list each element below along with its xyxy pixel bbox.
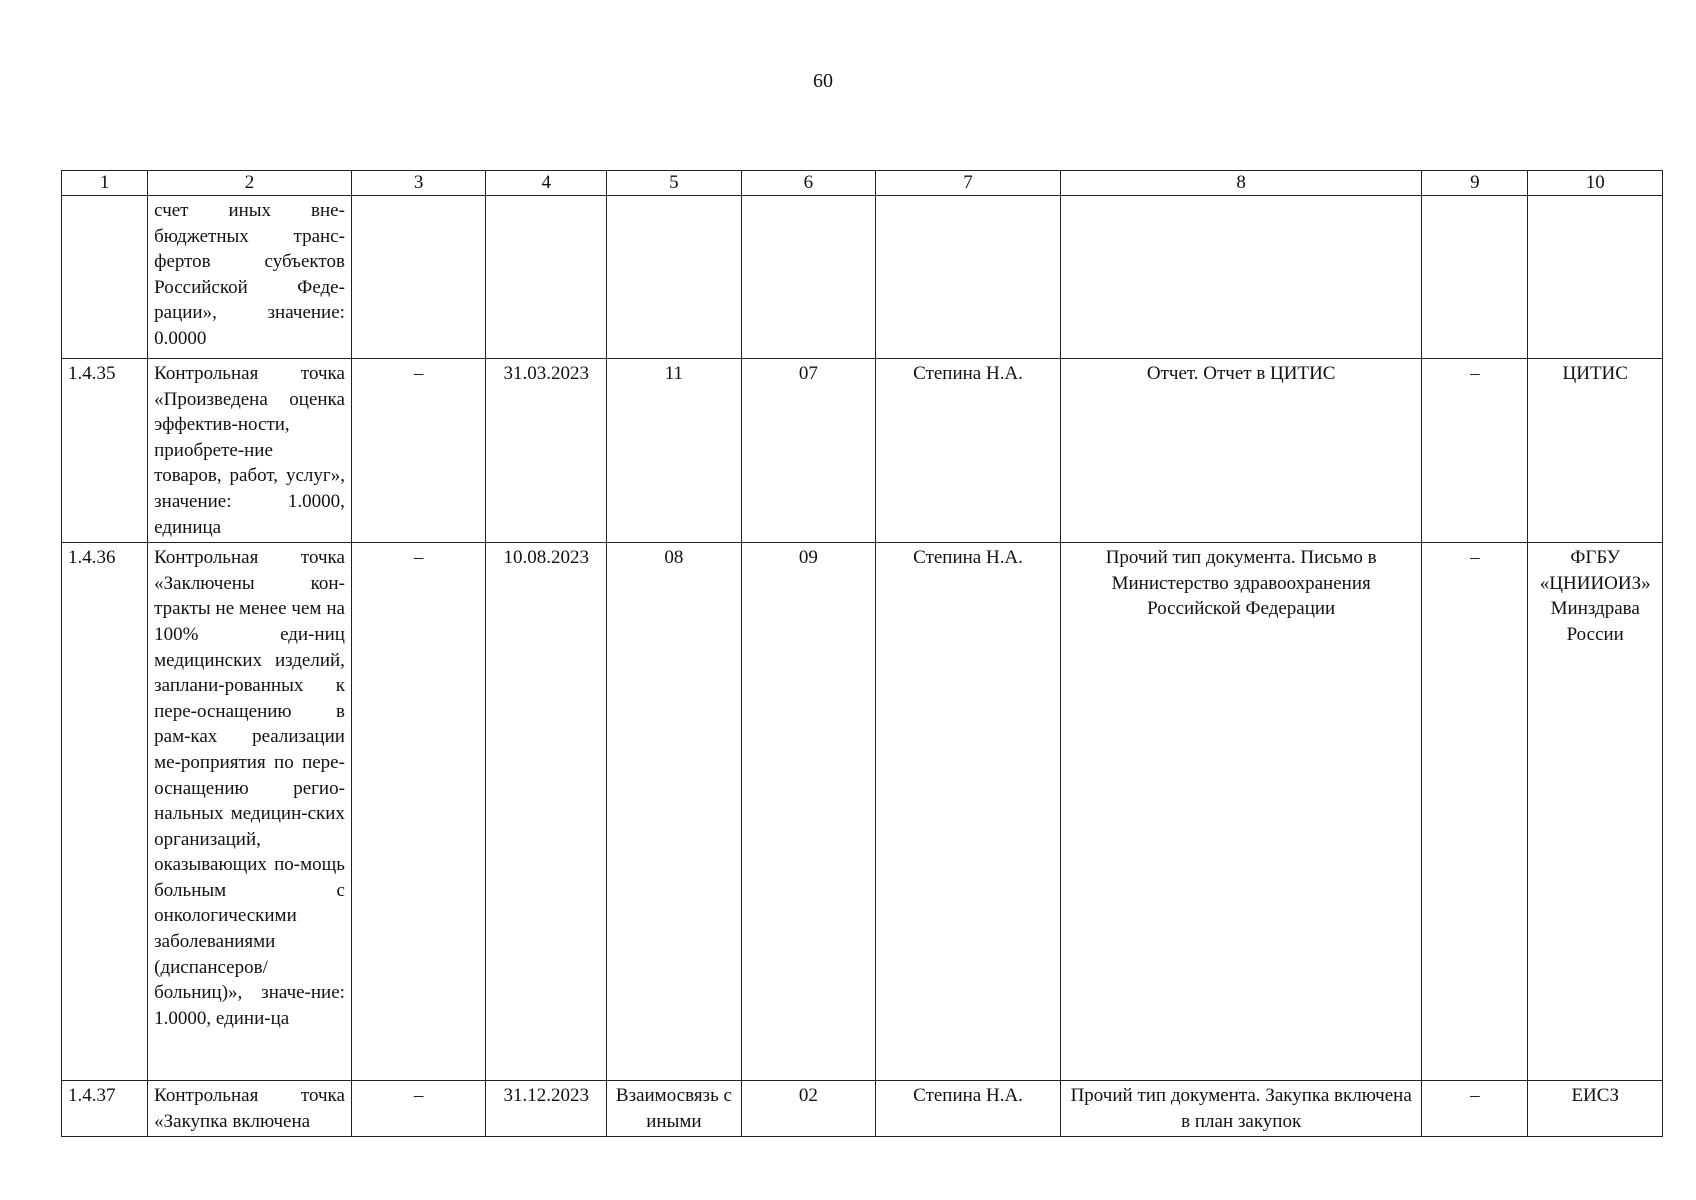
column-header: 1 bbox=[62, 171, 148, 196]
column-header: 7 bbox=[876, 171, 1061, 196]
document-cell: Прочий тип документа. Письмо в Министерство здравоохранения Российской Федерации bbox=[1060, 543, 1421, 1081]
responsible-cell: Степина Н.А. bbox=[876, 1081, 1061, 1137]
responsible-cell: Степина Н.А. bbox=[876, 543, 1061, 1081]
row-number: 1.4.35 bbox=[62, 359, 148, 543]
cell-col9: – bbox=[1422, 1081, 1528, 1137]
cell-col9: – bbox=[1422, 359, 1528, 543]
cell-col6: 02 bbox=[741, 1081, 875, 1137]
document-cell: Прочий тип документа. Закупка включена в план закупок bbox=[1060, 1081, 1421, 1137]
system-cell: ФГБУ «ЦНИИОИЗ» Минздрава России bbox=[1528, 543, 1663, 1081]
date-cell: 31.03.2023 bbox=[486, 359, 607, 543]
description-cell: счет иных вне-бюджетных транс-фертов субъектов Российской Феде-рации», значение: 0.0000 bbox=[148, 196, 352, 359]
column-header: 5 bbox=[607, 171, 741, 196]
column-header: 3 bbox=[351, 171, 485, 196]
date-cell: 31.12.2023 bbox=[486, 1081, 607, 1137]
cell-col9: – bbox=[1422, 543, 1528, 1081]
cell-col5: 08 bbox=[607, 543, 741, 1081]
table-row bbox=[62, 359, 1663, 543]
column-header: 9 bbox=[1422, 171, 1528, 196]
column-header: 8 bbox=[1060, 171, 1421, 196]
cell-col5: Взаимосвязь с иными bbox=[607, 1081, 741, 1137]
cell-col3: – bbox=[351, 359, 485, 543]
table-row bbox=[62, 1081, 1663, 1137]
column-header: 2 bbox=[148, 171, 352, 196]
cell-col6: 07 bbox=[741, 359, 875, 543]
responsible-cell: Степина Н.А. bbox=[876, 359, 1061, 543]
description-cell: Контрольная точка «Заключены кон-тракты не менее чем на 100% еди-ниц медицинских изделий, заплани-рованных к пере-оснащению в рам-ках реализации ме-роприятия по пере-оснащению регио-нальных медицин-ских организаций, оказывающих по-мощь больным с онкологическими заболеваниями (диспансеров/ больниц)», значе-ние: 1.0000, едини-ца bbox=[148, 543, 352, 1081]
cell-col6: 09 bbox=[741, 543, 875, 1081]
row-number: 1.4.37 bbox=[62, 1081, 148, 1137]
date-cell: 10.08.2023 bbox=[486, 543, 607, 1081]
description-cell: Контрольная точка «Произведена оценка эффектив-ности, приобрете-ние товаров, работ, услуг», значение: 1.0000, единица bbox=[148, 359, 352, 543]
column-header: 4 bbox=[486, 171, 607, 196]
cell-col5: 11 bbox=[607, 359, 741, 543]
system-cell: ЕИСЗ bbox=[1528, 1081, 1663, 1137]
table-header-row bbox=[62, 171, 1663, 196]
column-header: 6 bbox=[741, 171, 875, 196]
plan-table bbox=[61, 170, 1663, 1137]
table-row-continuation bbox=[62, 196, 1663, 359]
document-cell: Отчет. Отчет в ЦИТИС bbox=[1060, 359, 1421, 543]
system-cell: ЦИТИС bbox=[1528, 359, 1663, 543]
cell-col3: – bbox=[351, 543, 485, 1081]
table-row bbox=[62, 543, 1663, 1081]
cell-col3: – bbox=[351, 1081, 485, 1137]
page-number: 60 bbox=[813, 70, 833, 92]
description-cell: Контрольная точка «Закупка включена bbox=[148, 1081, 352, 1137]
column-header: 10 bbox=[1528, 171, 1663, 196]
row-number: 1.4.36 bbox=[62, 543, 148, 1081]
